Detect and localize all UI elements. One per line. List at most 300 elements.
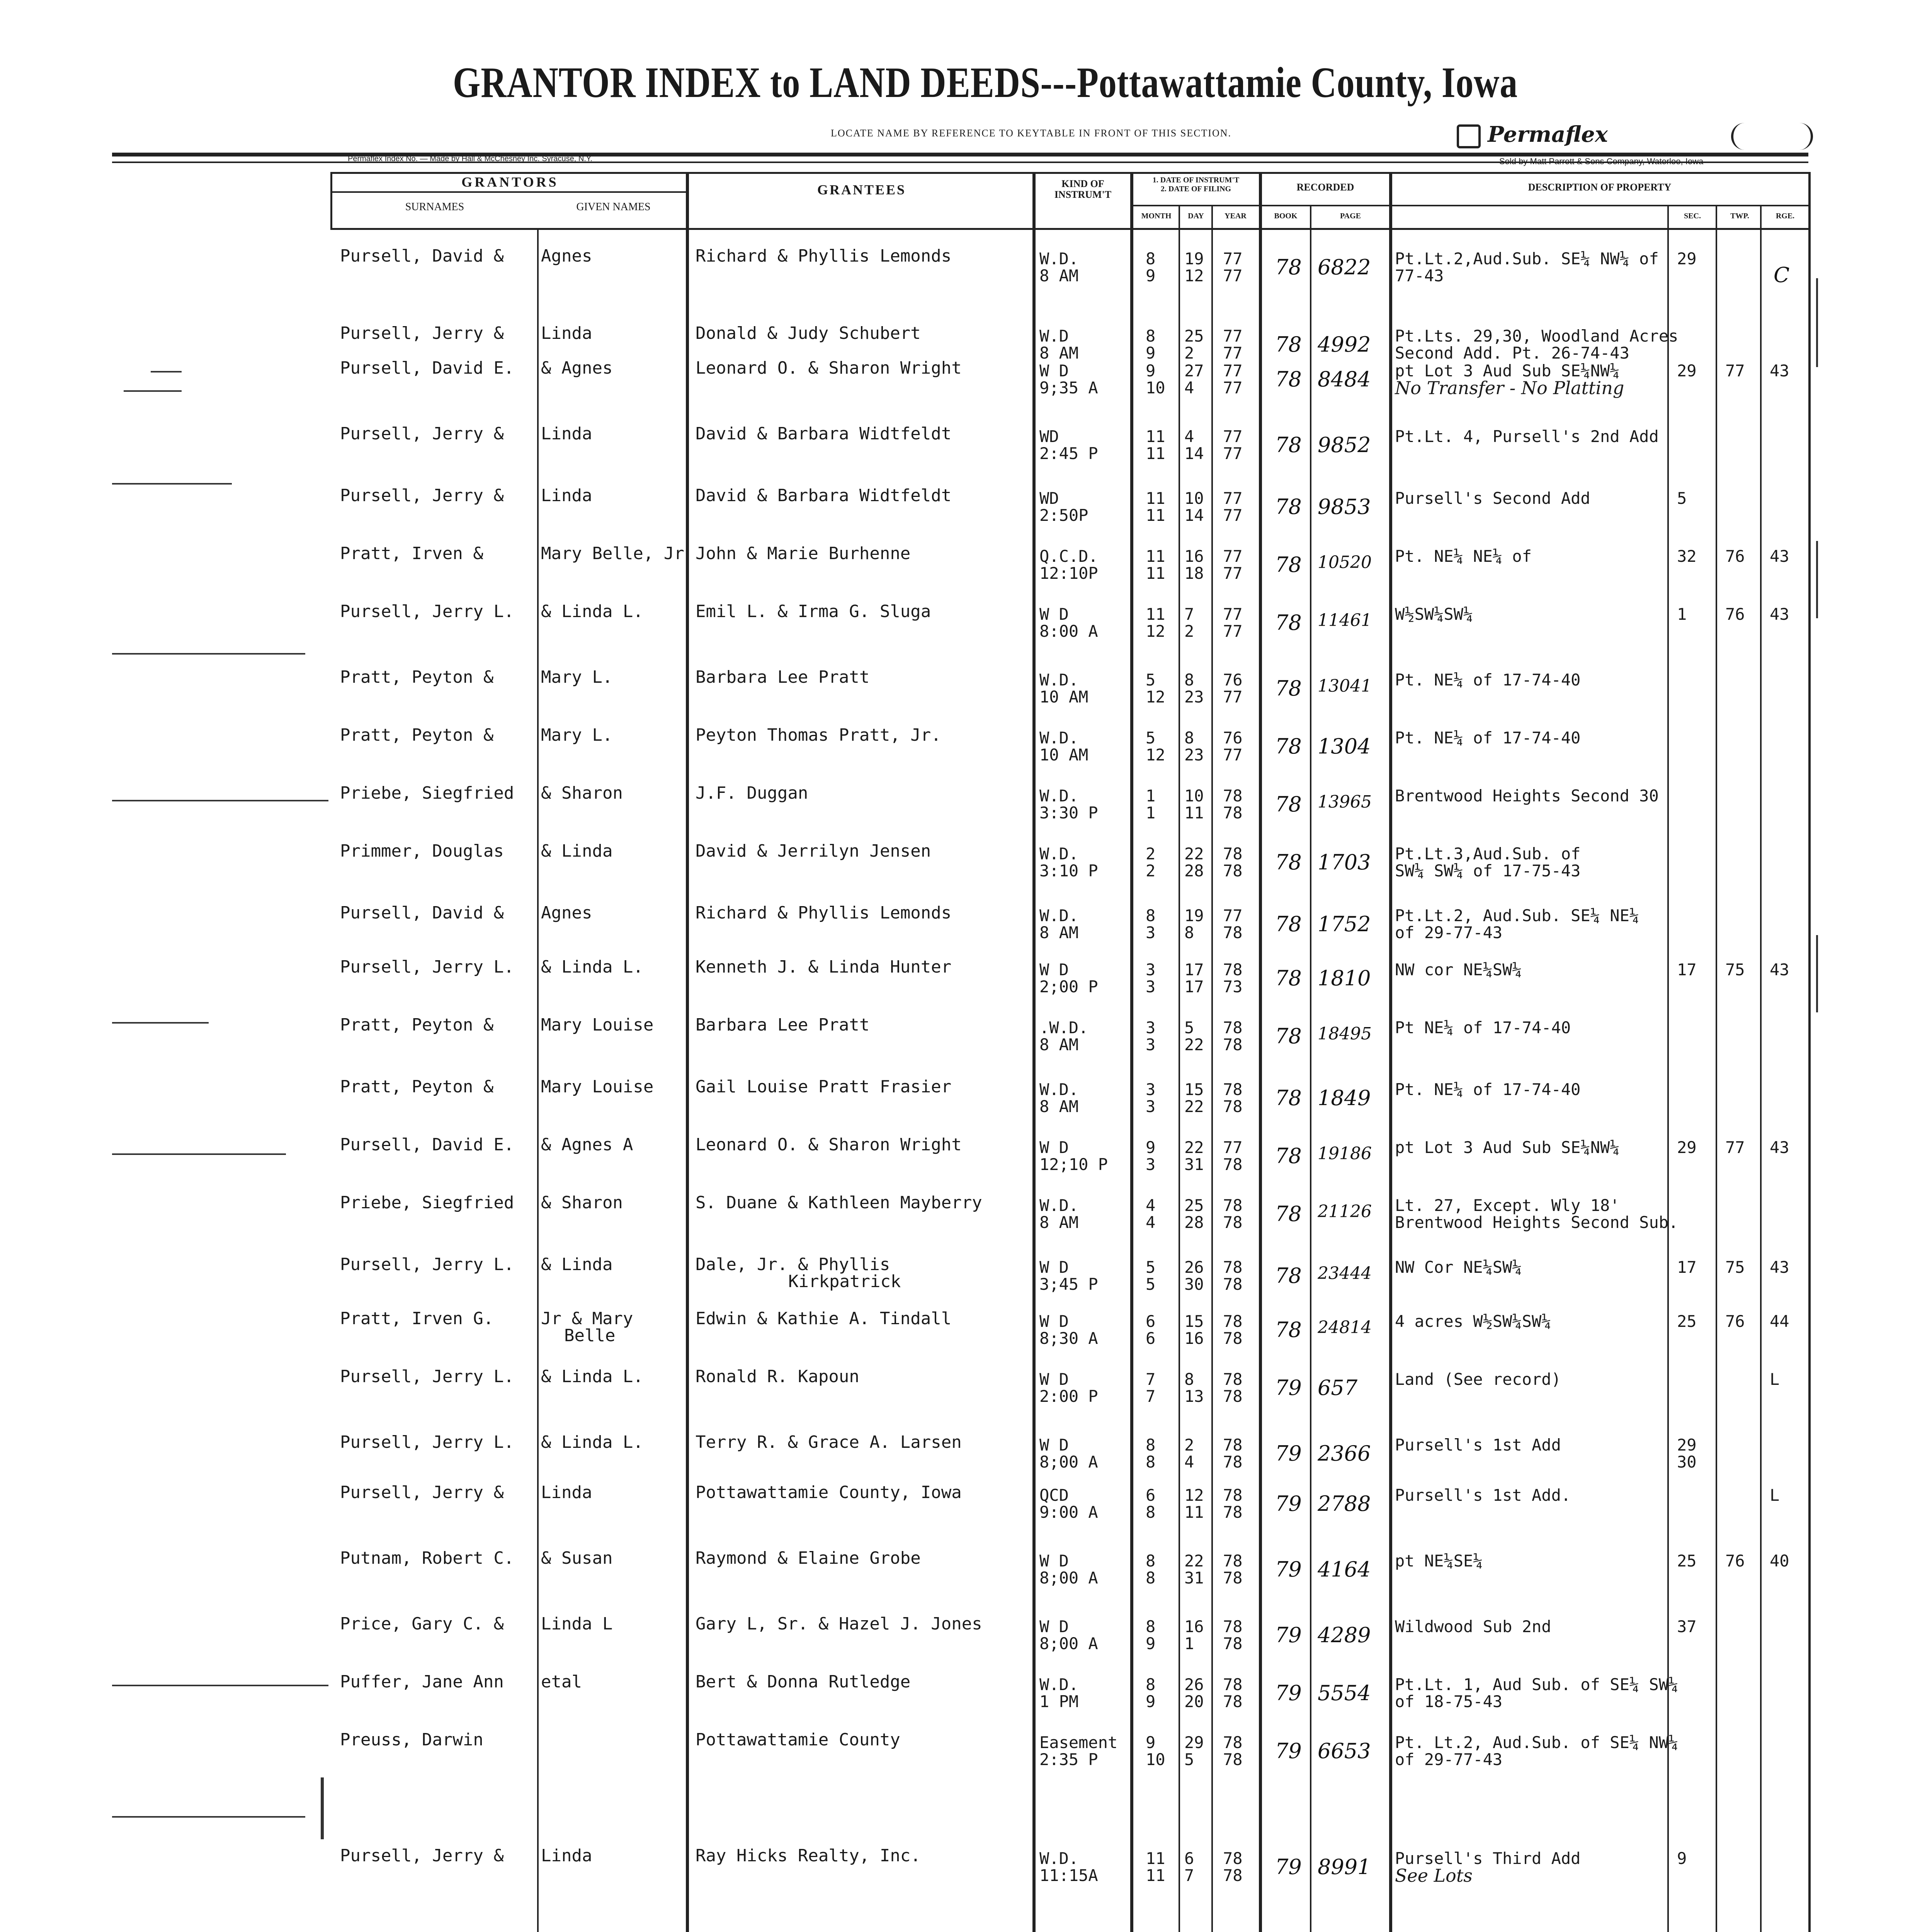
grantor-surname: Pursell, Jerry L. — [340, 1432, 514, 1452]
instrument-month: 8 — [1146, 249, 1156, 268]
book-number: 78 — [1275, 495, 1302, 519]
instrument-kind: QCD — [1039, 1486, 1069, 1505]
filing-time: 1 PM — [1039, 1692, 1079, 1711]
book-number: 78 — [1275, 676, 1302, 701]
property-description: Pt.Lt.3,Aud.Sub. of — [1395, 844, 1581, 863]
filing-year: 78 — [1223, 923, 1243, 942]
filing-day: 13 — [1184, 1387, 1204, 1406]
instrument-year: 78 — [1223, 1675, 1243, 1694]
instrument-month: 11 — [1146, 547, 1165, 566]
grantor-surname: Price, Gary C. & — [340, 1614, 504, 1634]
instrument-kind: Easement — [1039, 1733, 1118, 1752]
page-number: 23444 — [1318, 1264, 1372, 1283]
margin-mark — [321, 1777, 324, 1839]
book-number: 79 — [1275, 1739, 1302, 1763]
instrument-kind: W.D. — [1039, 728, 1079, 747]
page-number: 10520 — [1318, 553, 1372, 572]
page-number: 18495 — [1318, 1024, 1372, 1044]
grantee-name-line2: Kirkpatrick — [788, 1272, 901, 1291]
instrument-month: 5 — [1146, 1258, 1156, 1277]
page-number: 19186 — [1318, 1144, 1372, 1163]
col-kind: KIND OF INSTRUM'T — [1054, 178, 1112, 200]
grantor-surname: Puffer, Jane Ann — [340, 1672, 504, 1692]
range-number: 43 — [1770, 605, 1789, 624]
page-number: 11461 — [1318, 611, 1372, 630]
margin-mark — [1816, 541, 1818, 618]
grantor-given-names: Linda — [541, 1483, 592, 1502]
grantor-surname: Pursell, Jerry L. — [340, 602, 514, 621]
filing-month: 9 — [1146, 344, 1156, 362]
property-description: pt NE¼SE¼ — [1395, 1551, 1483, 1570]
township-number: 77 — [1725, 361, 1745, 380]
page-number: 4289 — [1318, 1623, 1371, 1647]
instrument-kind: W D — [1039, 361, 1069, 380]
col-book: BOOK — [1274, 212, 1298, 220]
col-grantors: GRANTORS — [461, 174, 559, 190]
page-number: 5554 — [1318, 1681, 1371, 1705]
instrument-year: 78 — [1223, 1018, 1243, 1037]
book-number: 78 — [1275, 792, 1302, 816]
filing-day: 2 — [1184, 344, 1194, 362]
filing-day: 12 — [1184, 266, 1204, 285]
page-number: 2366 — [1318, 1441, 1371, 1466]
range-number: L — [1770, 1370, 1780, 1389]
property-description: Pt.Lt.2, Aud.Sub. SE¼ NE¼ — [1395, 906, 1639, 925]
filing-time: 2:50P — [1039, 506, 1088, 525]
filing-month: 3 — [1146, 1097, 1156, 1116]
instrument-month: 3 — [1146, 1080, 1156, 1099]
instrument-day: 15 — [1184, 1312, 1204, 1331]
filing-month: 11 — [1146, 506, 1165, 525]
book-number: 78 — [1275, 553, 1302, 577]
instrument-kind: W D — [1039, 1370, 1069, 1389]
filing-year: 78 — [1223, 1387, 1243, 1406]
filing-month: 8 — [1146, 1503, 1156, 1522]
filing-time: 8 AM — [1039, 1213, 1079, 1232]
margin-mark — [1816, 278, 1818, 367]
margin-mark — [112, 653, 305, 655]
filing-day: 2 — [1184, 622, 1194, 641]
instrument-month: 3 — [1146, 1018, 1156, 1037]
section-number: 29 — [1677, 249, 1697, 268]
instrument-year: 77 — [1223, 906, 1243, 925]
rule-kind — [1130, 172, 1133, 1932]
grantor-given-names: Mary Louise — [541, 1077, 654, 1097]
book-number: 78 — [1275, 433, 1302, 457]
rule-sec — [1716, 205, 1717, 1932]
rule-month — [1179, 205, 1180, 1932]
filing-time: 8 AM — [1039, 1035, 1079, 1054]
property-description: Pt.Lt. 4, Pursell's 2nd Add — [1395, 427, 1659, 446]
filing-year: 77 — [1223, 622, 1243, 641]
grantor-surname: Pratt, Irven & — [340, 544, 483, 563]
col-day: DAY — [1188, 212, 1204, 220]
instrument-month: 1 — [1146, 786, 1156, 805]
grantee-name: David & Barbara Widtfeldt — [696, 424, 952, 444]
instrument-day: 8 — [1184, 728, 1194, 747]
property-description: Pt.Lt.2,Aud.Sub. SE¼ NW¼ of — [1395, 249, 1659, 268]
instrument-year: 78 — [1223, 1370, 1243, 1389]
instrument-day: 27 — [1184, 361, 1204, 380]
grantee-name: John & Marie Burhenne — [696, 544, 911, 563]
grantor-given-names: Linda — [541, 486, 592, 505]
filing-year: 78 — [1223, 1692, 1243, 1711]
filing-time: 8;00 A — [1039, 1452, 1098, 1471]
section-number: 17 — [1677, 960, 1697, 979]
page-number: 1304 — [1318, 734, 1371, 759]
filing-time: 3;45 P — [1039, 1275, 1098, 1294]
rule-twp — [1760, 205, 1762, 1932]
filing-day: 4 — [1184, 1452, 1194, 1471]
col-description: DESCRIPTION OF PROPERTY — [1528, 182, 1672, 193]
section-number: 9 — [1677, 1849, 1687, 1868]
filing-month: 11 — [1146, 1866, 1165, 1885]
instrument-month: 3 — [1146, 960, 1156, 979]
filing-month: 11 — [1146, 444, 1165, 463]
book-number: 78 — [1275, 367, 1302, 391]
instrument-year: 78 — [1223, 786, 1243, 805]
instrument-day: 8 — [1184, 670, 1194, 689]
grantee-name: Gary L, Sr. & Hazel J. Jones — [696, 1614, 982, 1634]
property-description: Pursell's Third Add — [1395, 1849, 1581, 1868]
instrument-kind: W.D. — [1039, 249, 1079, 268]
township-number: 76 — [1725, 605, 1745, 624]
instrument-day: 16 — [1184, 547, 1204, 566]
brand-name: Permaflex — [1488, 122, 1608, 147]
page-number: 1703 — [1318, 850, 1371, 874]
filing-time: 9:00 A — [1039, 1503, 1098, 1522]
grantor-surname: Pursell, David & — [340, 903, 504, 923]
grantee-name: J.F. Duggan — [696, 783, 808, 803]
grantor-given-names: & Linda L. — [541, 1367, 643, 1386]
locate-note: LOCATE NAME BY REFERENCE TO KEYTABLE IN FRONT OF THIS SECTION. — [831, 128, 1232, 139]
book-number: 78 — [1275, 1024, 1302, 1048]
grantor-surname: Pratt, Peyton & — [340, 1015, 494, 1035]
instrument-month: 8 — [1146, 906, 1156, 925]
section-number: 29 — [1677, 1138, 1697, 1157]
grantor-surname: Pursell, Jerry L. — [340, 957, 514, 977]
grantor-given-names: Jr & Mary — [541, 1309, 633, 1328]
grantor-given-names: Linda — [541, 1846, 592, 1866]
filing-month: 3 — [1146, 1035, 1156, 1054]
instrument-year: 76 — [1223, 670, 1243, 689]
filing-month: 9 — [1146, 1634, 1156, 1653]
filing-year: 77 — [1223, 506, 1243, 525]
instrument-month: 11 — [1146, 1849, 1165, 1868]
instrument-kind: W.D. — [1039, 1675, 1079, 1694]
filing-year: 78 — [1223, 1329, 1243, 1348]
grantor-given-names: Linda L — [541, 1614, 613, 1634]
page-number: 6822 — [1318, 255, 1371, 279]
page-number: 21126 — [1318, 1202, 1372, 1221]
rule-left — [330, 172, 332, 230]
instrument-kind: W.D. — [1039, 1196, 1079, 1215]
grantee-name: Barbara Lee Pratt — [696, 1015, 870, 1035]
instrument-day: 25 — [1184, 1196, 1204, 1215]
margin-mark — [112, 1153, 286, 1155]
col-recorded: RECORDED — [1296, 182, 1354, 193]
filing-time: 12;10 P — [1039, 1155, 1108, 1174]
property-description: Pursell's Second Add — [1395, 489, 1590, 508]
book-number: 79 — [1275, 1855, 1302, 1879]
grantor-given-names: Mary Louise — [541, 1015, 654, 1035]
grantor-surname: Priebe, Siegfried — [340, 1193, 514, 1213]
property-description: Pt NE¼ of 17-74-40 — [1395, 1018, 1571, 1037]
property-description-line2: See Lots — [1395, 1865, 1473, 1886]
filing-month: 10 — [1146, 378, 1165, 397]
grantee-name: Raymond & Elaine Grobe — [696, 1548, 921, 1568]
instrument-year: 78 — [1223, 1551, 1243, 1570]
township-number: 76 — [1725, 1312, 1745, 1331]
filing-time: 8;00 A — [1039, 1568, 1098, 1587]
instrument-year: 78 — [1223, 844, 1243, 863]
filing-day: 11 — [1184, 1503, 1204, 1522]
property-description: Pt.Lt. 1, Aud Sub. of SE¼ SW¼ — [1395, 1675, 1679, 1694]
filing-time: 9;35 A — [1039, 378, 1098, 397]
page-number-bracket — [1731, 123, 1813, 150]
filing-month: 12 — [1146, 745, 1165, 764]
book-number: 78 — [1275, 734, 1302, 759]
filing-year: 78 — [1223, 1097, 1243, 1116]
instrument-kind: W D — [1039, 1258, 1069, 1277]
filing-day: 7 — [1184, 1866, 1194, 1885]
filing-day: 31 — [1184, 1568, 1204, 1587]
instrument-month: 11 — [1146, 489, 1165, 508]
grantor-given-names: Mary Belle, Jr — [541, 544, 684, 563]
grantor-surname: Pursell, David & — [340, 246, 504, 266]
book-number: 78 — [1275, 1264, 1302, 1288]
filing-time: 8;00 A — [1039, 1634, 1098, 1653]
rule-book — [1310, 205, 1311, 1932]
grantee-name: Dale, Jr. & Phyllis — [696, 1255, 890, 1274]
filing-time: 2:35 P — [1039, 1750, 1098, 1769]
page-number: 657 — [1318, 1376, 1358, 1400]
book-number: 78 — [1275, 966, 1302, 990]
grantor-given-names: & Agnes — [541, 358, 613, 378]
book-number: 78 — [1275, 912, 1302, 936]
grantor-given-names: Linda — [541, 424, 592, 444]
filing-month: 5 — [1146, 1275, 1156, 1294]
instrument-day: 15 — [1184, 1080, 1204, 1099]
instrument-year: 78 — [1223, 960, 1243, 979]
filing-day: 8 — [1184, 923, 1194, 942]
grantors-sub-rule — [330, 191, 688, 193]
property-description-line2: No Transfer - No Platting — [1395, 378, 1624, 398]
instrument-kind: WD — [1039, 489, 1059, 508]
rule-recorded — [1389, 172, 1392, 1932]
filing-time: 2:00 P — [1039, 1387, 1098, 1406]
grantor-given-names: & Agnes A — [541, 1135, 633, 1155]
instrument-year: 77 — [1223, 547, 1243, 566]
filing-day: 1 — [1184, 1634, 1194, 1653]
property-description: Pursell's 1st Add. — [1395, 1486, 1571, 1505]
property-description-line2: of 29-77-43 — [1395, 923, 1503, 942]
instrument-day: 12 — [1184, 1486, 1204, 1505]
filing-day: 11 — [1184, 803, 1204, 822]
property-description: Pursell's 1st Add — [1395, 1435, 1561, 1454]
instrument-year: 78 — [1223, 1486, 1243, 1505]
margin-mark — [112, 1816, 305, 1818]
property-description-line2: of 29-77-43 — [1395, 1750, 1503, 1769]
filing-day: 28 — [1184, 861, 1204, 880]
instrument-month: 9 — [1146, 1733, 1156, 1752]
instrument-day: 17 — [1184, 960, 1204, 979]
grantee-name: Gail Louise Pratt Frasier — [696, 1077, 952, 1097]
property-description: Wildwood Sub 2nd — [1395, 1617, 1551, 1636]
grantee-name: Terry R. & Grace A. Larsen — [696, 1432, 962, 1452]
instrument-day: 6 — [1184, 1849, 1194, 1868]
dates-sub-rule — [1132, 205, 1426, 206]
filing-time: 10 AM — [1039, 687, 1088, 706]
section-number: 29 — [1677, 1435, 1697, 1454]
filing-month: 12 — [1146, 622, 1165, 641]
property-description: NW Cor NE¼SW¼ — [1395, 1258, 1522, 1277]
instrument-day: 10 — [1184, 489, 1204, 508]
instrument-month: 9 — [1146, 361, 1156, 380]
filing-day: 23 — [1184, 687, 1204, 706]
instrument-year: 78 — [1223, 1849, 1243, 1868]
instrument-kind: WD — [1039, 427, 1059, 446]
page-number: 6653 — [1318, 1739, 1371, 1763]
page-number: 4992 — [1318, 332, 1371, 357]
col-month: MONTH — [1141, 212, 1172, 220]
township-number: 75 — [1725, 960, 1745, 979]
page-number: 2788 — [1318, 1492, 1371, 1516]
filing-day: 22 — [1184, 1097, 1204, 1116]
instrument-year: 78 — [1223, 1312, 1243, 1331]
instrument-kind: Q.C.D. — [1039, 547, 1098, 566]
range-number: 44 — [1770, 1312, 1789, 1331]
filing-year: 77 — [1223, 687, 1243, 706]
grantor-given-names: Linda — [541, 323, 592, 343]
filing-year: 78 — [1223, 1035, 1243, 1054]
grantor-given-names: & Linda — [541, 841, 613, 861]
filing-day: 5 — [1184, 1750, 1194, 1769]
property-description-line2: Brentwood Heights Second Sub. — [1395, 1213, 1679, 1232]
property-description-line2: SW¼ SW¼ of 17-75-43 — [1395, 861, 1581, 880]
grantee-name: Bert & Donna Rutledge — [696, 1672, 911, 1692]
filing-year: 77 — [1223, 564, 1243, 583]
rule-grantees — [1032, 172, 1036, 1932]
township-number: 76 — [1725, 547, 1745, 566]
grantee-name: S. Duane & Kathleen Mayberry — [696, 1193, 982, 1213]
col-grantees: GRANTEES — [817, 182, 906, 197]
grantee-name: Barbara Lee Pratt — [696, 667, 870, 687]
filing-day: 4 — [1184, 378, 1194, 397]
grantee-name: Pottawattamie County, Iowa — [696, 1483, 962, 1502]
grantor-surname: Pursell, Jerry & — [340, 1846, 504, 1866]
instrument-kind: W D — [1039, 1617, 1069, 1636]
grantee-name: Peyton Thomas Pratt, Jr. — [696, 725, 941, 745]
instrument-year: 78 — [1223, 1196, 1243, 1215]
instrument-month: 5 — [1146, 670, 1156, 689]
filing-year: 78 — [1223, 803, 1243, 822]
page-number: 13965 — [1318, 792, 1372, 812]
filing-month: 9 — [1146, 1692, 1156, 1711]
instrument-year: 78 — [1223, 1435, 1243, 1454]
filing-day: 31 — [1184, 1155, 1204, 1174]
grantor-surname: Pursell, Jerry L. — [340, 1367, 514, 1386]
filing-day: 30 — [1184, 1275, 1204, 1294]
page-title: GRANTOR INDEX to LAND DEEDS---Pottawattamie County, Iowa — [452, 59, 1518, 107]
filing-month: 3 — [1146, 923, 1156, 942]
range-number: 43 — [1770, 361, 1789, 380]
grantor-given-names: & Linda L. — [541, 1432, 643, 1452]
instrument-month: 8 — [1146, 1551, 1156, 1570]
book-number: 78 — [1275, 255, 1302, 279]
filing-year: 77 — [1223, 266, 1243, 285]
book-number: 78 — [1275, 850, 1302, 874]
grantor-given-names: & Linda L. — [541, 602, 643, 621]
instrument-month: 11 — [1146, 427, 1165, 446]
filing-year: 78 — [1223, 1452, 1243, 1471]
grantee-name: Edwin & Kathie A. Tindall — [696, 1309, 952, 1328]
book-number: 79 — [1275, 1376, 1302, 1400]
property-description: Brentwood Heights Second 30 — [1395, 786, 1659, 805]
grantor-surname: Pratt, Peyton & — [340, 1077, 494, 1097]
filing-year: 77 — [1223, 444, 1243, 463]
maker-note: Permaflex Index No. — Made by Hall & McChesney Inc. Syracuse, N.Y. — [348, 155, 593, 163]
grantee-name: Ray Hicks Realty, Inc. — [696, 1846, 921, 1866]
section-number: 25 — [1677, 1312, 1697, 1331]
grantee-name: Richard & Phyllis Lemonds — [696, 903, 952, 923]
instrument-year: 76 — [1223, 728, 1243, 747]
property-description: Pt. NE¼ of 17-74-40 — [1395, 670, 1581, 689]
property-description-line2: 77-43 — [1395, 266, 1444, 285]
filing-day: 22 — [1184, 1035, 1204, 1054]
col-page: PAGE — [1340, 212, 1361, 220]
filing-time: 8;30 A — [1039, 1329, 1098, 1348]
instrument-day: 26 — [1184, 1258, 1204, 1277]
filing-day: 14 — [1184, 506, 1204, 525]
col-dates-2: 2. DATE OF FILING — [1160, 185, 1231, 193]
instrument-year: 78 — [1223, 1733, 1243, 1752]
col-surnames: SURNAMES — [405, 201, 464, 213]
book-number: 79 — [1275, 1623, 1302, 1647]
brand-logo-icon — [1457, 124, 1481, 148]
margin-mark — [1816, 935, 1818, 1012]
instrument-day: 16 — [1184, 1617, 1204, 1636]
instrument-kind: .W.D. — [1039, 1018, 1088, 1037]
filing-year: 78 — [1223, 1750, 1243, 1769]
header-bottom-rule — [330, 228, 1810, 230]
grantor-given-names: Agnes — [541, 903, 592, 923]
instrument-month: 11 — [1146, 605, 1165, 624]
township-number: 76 — [1725, 1551, 1745, 1570]
margin-mark — [124, 390, 182, 392]
filing-month: 8 — [1146, 1452, 1156, 1471]
col-rge: RGE. — [1776, 212, 1795, 220]
instrument-month: 8 — [1146, 327, 1156, 345]
instrument-kind: W.D. — [1039, 670, 1079, 689]
margin-mark — [151, 371, 182, 372]
section-number: 37 — [1677, 1617, 1697, 1636]
page-number: 13041 — [1318, 676, 1372, 696]
instrument-year: 77 — [1223, 327, 1243, 345]
grantor-surname: Pursell, Jerry & — [340, 424, 504, 444]
filing-time: 8:00 A — [1039, 622, 1098, 641]
instrument-month: 4 — [1146, 1196, 1156, 1215]
grantor-given-names: etal — [541, 1672, 582, 1692]
property-description: Pt. Lt.2, Aud.Sub. of SE¼ NW¼ — [1395, 1733, 1679, 1752]
instrument-day: 22 — [1184, 844, 1204, 863]
grantor-given-names: & Sharon — [541, 783, 623, 803]
instrument-year: 78 — [1223, 1080, 1243, 1099]
instrument-month: 8 — [1146, 1617, 1156, 1636]
col-twp: TWP. — [1730, 212, 1749, 220]
filing-time: 8 AM — [1039, 1097, 1079, 1116]
filing-time: 3:10 P — [1039, 861, 1098, 880]
